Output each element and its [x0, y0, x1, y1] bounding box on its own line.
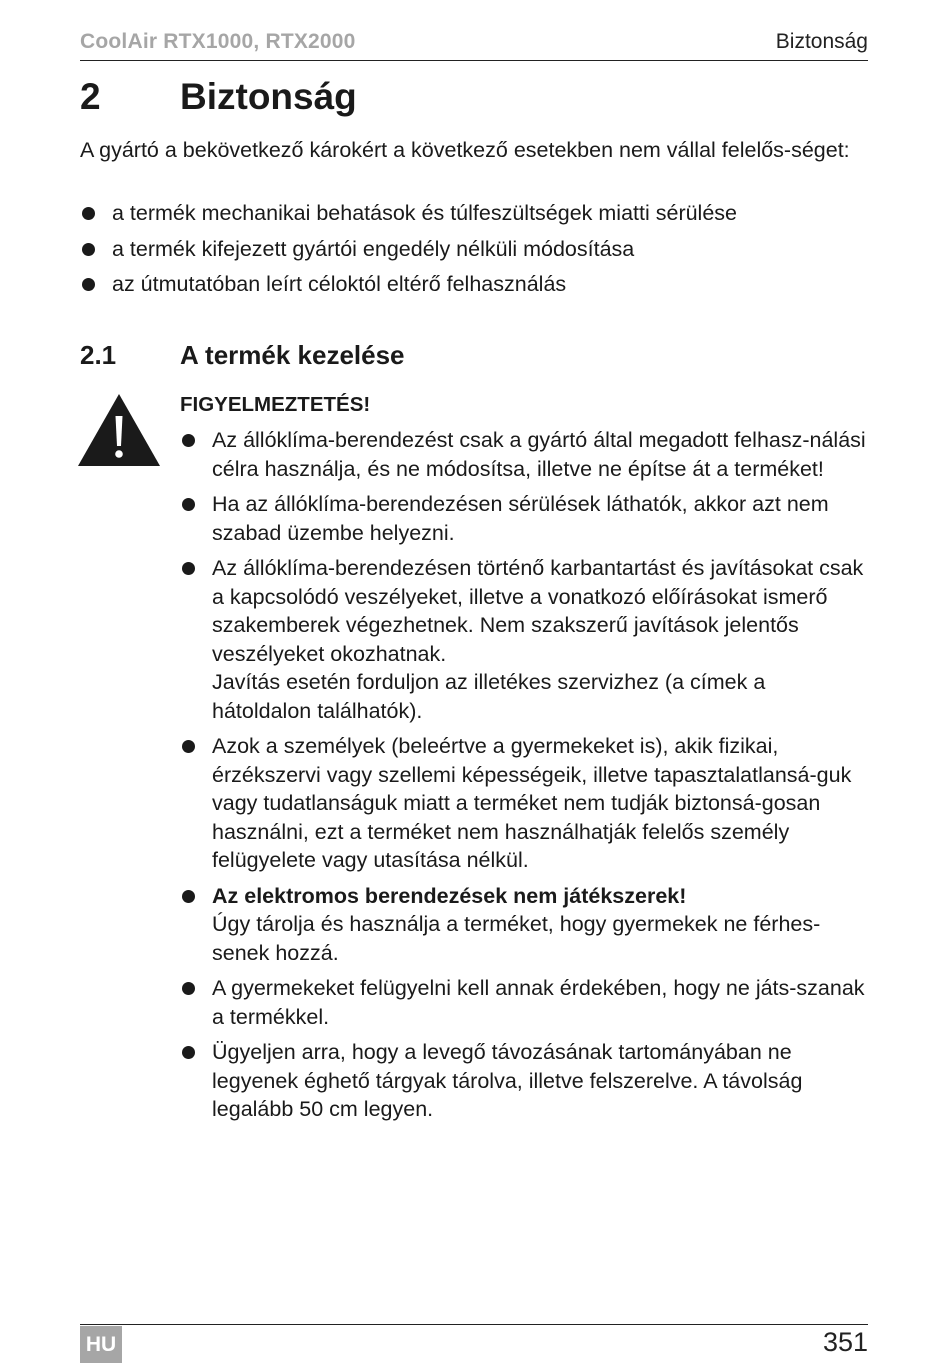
bullet-icon — [182, 740, 195, 753]
list-item — [80, 235, 870, 271]
header-product: CoolAir RTX1000, RTX2000 — [80, 30, 356, 53]
bullet-icon — [182, 434, 195, 447]
list-item — [180, 882, 870, 968]
list-item-text: A gyermekeket felügyelni kell annak érdekében, hogy ne játs-szanak a termékkel. — [212, 976, 865, 1029]
bullet-icon — [82, 278, 95, 291]
list-item-text: az útmutatóban leírt céloktól eltérő felhasználás — [112, 272, 567, 296]
bullet-icon — [182, 562, 195, 575]
list-item — [80, 270, 870, 306]
bullet-icon — [82, 243, 95, 256]
list-item-text-continued: Javítás esetén forduljon az illetékes szervizhez (a címek a hátoldalon találhatók). — [212, 670, 766, 723]
list-item-text: Ügyeljen arra, hogy a levegő távozásának tartományában ne legyenek éghető tárgyak tárolva, illetve felszerelve. A távolság legalább 50 cm legyen. — [212, 1040, 803, 1121]
list-item — [180, 732, 870, 875]
warning-title: FIGYELMEZTETÉS! — [180, 393, 371, 416]
section-title: A termék kezelése — [180, 340, 405, 370]
header-section: Biztonság — [775, 30, 868, 53]
list-item-bold-text: Az elektromos berendezések nem játékszerek! — [212, 883, 687, 908]
bullet-icon — [182, 982, 195, 995]
list-item — [80, 199, 870, 235]
list-item-text: Az állóklíma-berendezést csak a gyártó által megadott felhasz-nálási célra használja, és ne módosítsa, illetve ne építse át a terméket! — [212, 428, 866, 481]
list-item-text: Az állóklíma-berendezésen történő karbantartást és javításokat csak a kapcsolódó veszélyeket, illetve a vonatkozó előírásokat ismerő szakemberek végezhetnek. Nem szakszerű javítások jelentős veszélyeket okozhatnak. — [212, 556, 864, 666]
bullet-icon — [182, 1046, 195, 1059]
list-item-text: Ha az állóklíma-berendezésen sérülések láthatók, akkor azt nem szabad üzembe helyezni. — [212, 492, 829, 545]
bullet-icon — [82, 207, 95, 220]
page-header — [80, 30, 868, 61]
chapter-title: Biztonság — [180, 76, 357, 117]
list-item-text: Úgy tárolja és használja a terméket, hogy gyermekek ne férhes-senek hozzá. — [212, 912, 821, 965]
list-item — [180, 490, 870, 547]
liability-list — [80, 199, 870, 306]
list-item — [180, 1038, 870, 1124]
chapter-number: 2 — [80, 76, 101, 117]
list-item-text: Azok a személyek (beleértve a gyermekeket is), akik fizikai, érzékszervi vagy szellemi képességeik, illetve tapasztalatlansá-guk vagy tudatlanságuk miatt a terméket nem tudják biztonsá-gosan használni, ezt a terméket nem használhatják felelős személy felügyelete vagy utasítása nélkül. — [212, 734, 852, 872]
list-item — [180, 426, 870, 483]
warning-triangle-icon — [78, 394, 160, 466]
list-item — [180, 974, 870, 1031]
language-badge: HU — [80, 1326, 122, 1363]
footer-divider — [80, 1324, 868, 1325]
section-number: 2.1 — [80, 340, 117, 370]
bullet-icon — [182, 890, 195, 903]
bullet-icon — [182, 498, 195, 511]
chapter-intro: A gyártó a bekövetkező károkért a következő esetekben nem vállal felelős-séget: — [80, 138, 850, 162]
page-number: 351 — [822, 1327, 868, 1357]
list-item-text: a termék kifejezett gyártói engedély nélküli módosítása — [112, 236, 635, 261]
list-item-text: a termék mechanikai behatások és túlfeszültségek miatti sérülése — [112, 201, 738, 225]
warning-list — [180, 426, 870, 1131]
list-item — [180, 554, 870, 725]
